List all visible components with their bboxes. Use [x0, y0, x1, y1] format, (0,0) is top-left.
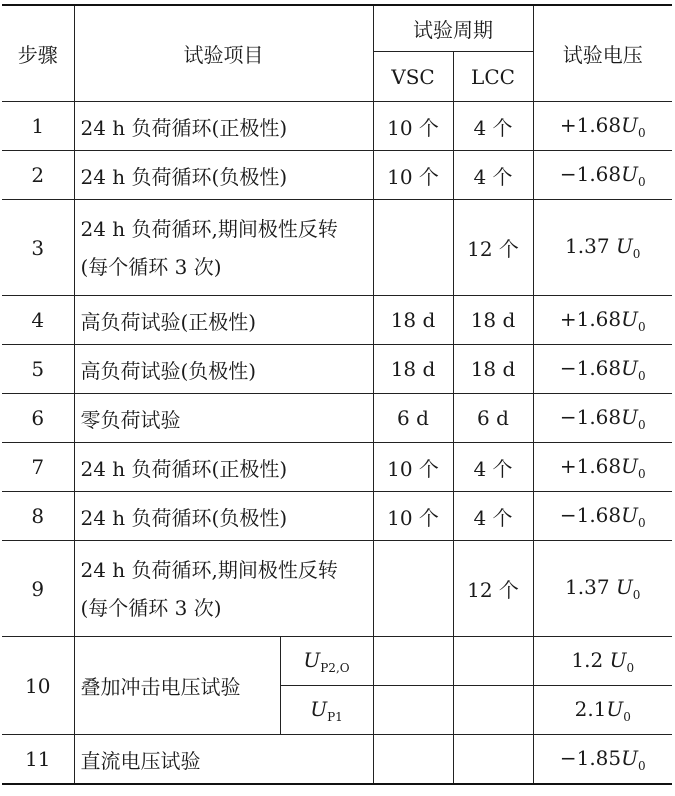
lcc-cell [453, 735, 533, 785]
step-cell: 10 [2, 637, 74, 735]
vsc-cell: 10 个 [373, 102, 453, 151]
vsc-cell: 18 d [373, 296, 453, 345]
item-cell: 直流电压试验 [74, 735, 373, 785]
table-row [2, 492, 672, 541]
lcc-cell [453, 686, 533, 735]
lcc-cell: 12 个 [453, 200, 533, 296]
voltage-cell: $-1.85U_0$ [533, 735, 672, 785]
vsc-cell [373, 637, 453, 686]
step-cell: 5 [2, 345, 74, 394]
table-row [2, 541, 672, 637]
step-cell: 11 [2, 735, 74, 785]
table-row [2, 200, 672, 296]
item-cell: 24 h 负荷循环,期间极性反转 (每个循环 3 次) [74, 200, 373, 296]
item-cell: 24 h 负荷循环(正极性) [74, 102, 373, 151]
voltage-cell: $+1.68U_0$ [533, 443, 672, 492]
lcc-cell: 4 个 [453, 151, 533, 200]
step-cell: 1 [2, 102, 74, 151]
step-cell: 9 [2, 541, 74, 637]
vsc-cell: 18 d [373, 345, 453, 394]
vsc-cell: 6 d [373, 394, 453, 443]
vsc-cell [373, 735, 453, 785]
table-row [2, 637, 672, 686]
lcc-cell: 12 个 [453, 541, 533, 637]
sub-item-cell: $U_{P2,O}$ [280, 637, 373, 686]
vsc-cell: 10 个 [373, 443, 453, 492]
item-cell: 高负荷试验(正极性) [74, 296, 373, 345]
step-cell: 3 [2, 200, 74, 296]
voltage-cell: $-1.68U_0$ [533, 492, 672, 541]
step-cell: 2 [2, 151, 74, 200]
voltage-cell: $-1.68U_0$ [533, 151, 672, 200]
item-cell: 24 h 负荷循环,期间极性反转 (每个循环 3 次) [74, 541, 373, 637]
voltage-cell: 1.2 $U_0$ [533, 637, 672, 686]
voltage-cell: $+1.68U_0$ [533, 296, 672, 345]
lcc-cell: 18 d [453, 345, 533, 394]
voltage-cell: 1.37 $U_0$ [533, 541, 672, 637]
vsc-cell [373, 541, 453, 637]
sub-item-cell: $U_{P1}$ [280, 686, 373, 735]
header-item: 试验项目 [74, 5, 373, 102]
voltage-cell: $-1.68U_0$ [533, 394, 672, 443]
step-cell: 6 [2, 394, 74, 443]
table-row [2, 151, 672, 200]
lcc-cell: 4 个 [453, 102, 533, 151]
header-lcc: LCC [453, 52, 533, 102]
step-cell: 8 [2, 492, 74, 541]
lcc-cell: 18 d [453, 296, 533, 345]
test-schedule-table [2, 4, 672, 785]
vsc-cell: 10 个 [373, 151, 453, 200]
header-voltage: 试验电压 [533, 5, 672, 102]
step-cell: 7 [2, 443, 74, 492]
item-cell: 叠加冲击电压试验 [74, 637, 280, 735]
header-step: 步骤 [2, 5, 74, 102]
vsc-cell [373, 686, 453, 735]
lcc-cell [453, 637, 533, 686]
step-cell: 4 [2, 296, 74, 345]
item-cell: 24 h 负荷循环(正极性) [74, 443, 373, 492]
table-row [2, 735, 672, 785]
voltage-cell: $-1.68U_0$ [533, 345, 672, 394]
voltage-cell: $+1.68U_0$ [533, 102, 672, 151]
item-cell: 高负荷试验(负极性) [74, 345, 373, 394]
item-cell: 零负荷试验 [74, 394, 373, 443]
table-row [2, 345, 672, 394]
lcc-cell: 4 个 [453, 443, 533, 492]
voltage-cell: $2.1U_0$ [533, 686, 672, 735]
item-cell: 24 h 负荷循环(负极性) [74, 492, 373, 541]
table-row [2, 443, 672, 492]
header-vsc: VSC [373, 52, 453, 102]
lcc-cell: 6 d [453, 394, 533, 443]
lcc-cell: 4 个 [453, 492, 533, 541]
vsc-cell [373, 200, 453, 296]
table-row [2, 102, 672, 151]
header-period: 试验周期 [373, 5, 533, 52]
table-row [2, 296, 672, 345]
voltage-cell: 1.37 $U_0$ [533, 200, 672, 296]
vsc-cell: 10 个 [373, 492, 453, 541]
table-row [2, 394, 672, 443]
item-cell: 24 h 负荷循环(负极性) [74, 151, 373, 200]
